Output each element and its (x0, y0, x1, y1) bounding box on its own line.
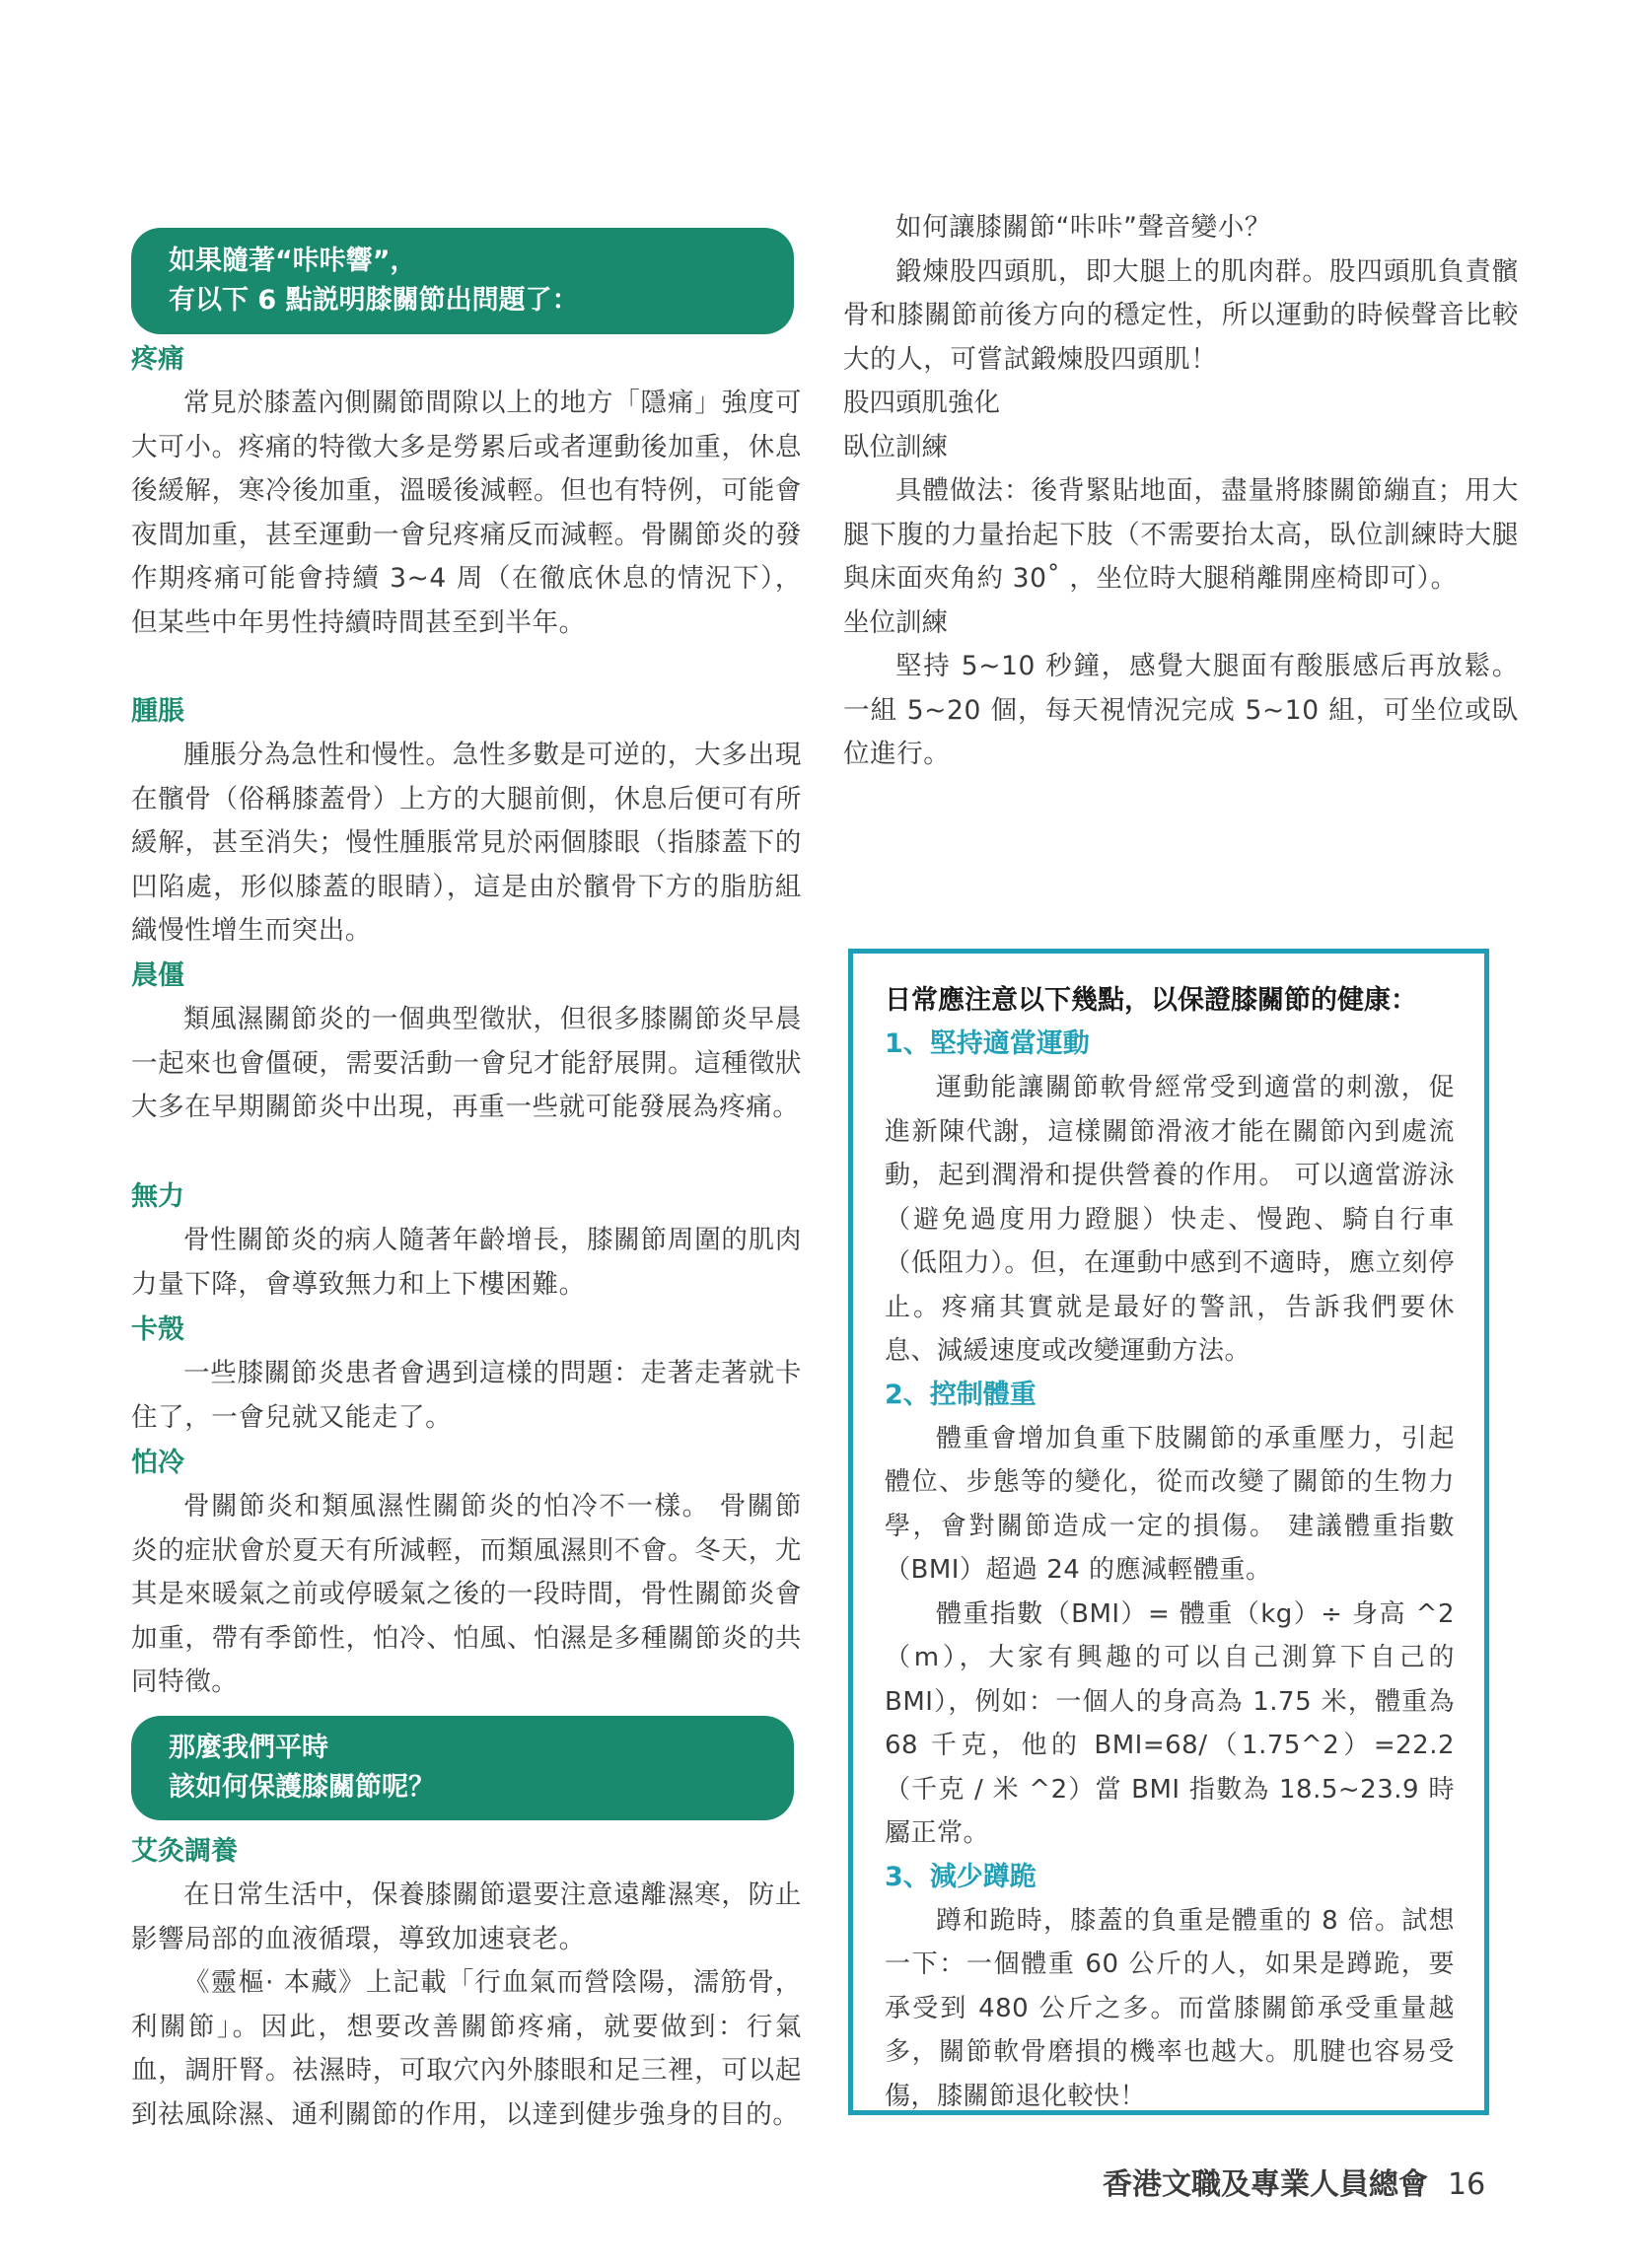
tip-text-exercise: 運動能讓關節軟骨經常受到適當的刺激，促進新陳代謝，這樣關節滑液才能在關節內到處流動，起到潤滑和提供營養的作用。 可以適當游泳（避免過度用力蹬腿）快走、慢跑、騎自行車（低阻力）。但，在運動中感到不適時，應立刻停止。疼痛其實就是最好的警訊，告訴我們要休息、減緩速度或改變運動方法。 (885, 1073, 1455, 1366)
subheading-lying: 臥位訓練 (843, 431, 948, 462)
health-tips-box (848, 949, 1489, 2115)
tip-heading-kneeling: 3、減少蹲跪 (885, 1861, 1037, 1892)
heading-swelling: 腫脹 (131, 696, 184, 727)
symptom-locking (131, 1309, 802, 1440)
section-banner-symptoms (131, 228, 794, 334)
banner2-line-2: 該如何保護膝關節呢？ (169, 1772, 435, 1803)
text-weakness: 骨性關節炎的病人隨著年齡增長，膝關節周圍的肌肉力量下降，會導致無力和上下樓困難。 (131, 1225, 802, 1300)
text-locking: 一些膝關節炎患者會遇到這樣的問題：走著走著就卡住了，一會兒就又能走了。 (131, 1358, 802, 1433)
symptom-cold (131, 1442, 802, 1705)
tip-text-kneeling: 蹲和跪時，膝蓋的負重是體重的 8 倍。試想一下：一個體重 60 公斤的人，如果是蹲跪，要承受到 480 公斤之多。而當膝關節承受重量越多，關節軟骨磨損的機率也越大。肌腱也容易受傷，膝關節退化較快！ (885, 1905, 1455, 2111)
page-footer (1103, 2165, 1485, 2205)
page-number: 16 (1448, 2167, 1486, 2202)
text-lying: 具體做法：後背緊貼地面，盡量將膝關節繃直；用大腿下腹的力量抬起下肢（不需要抬太高，臥位訓練時大腿與床面夾角約 30˚ ，坐位時大腿稍離開座椅即可）。 (843, 475, 1519, 594)
heading-weakness: 無力 (131, 1181, 184, 1212)
symptom-pain (131, 338, 802, 645)
symptom-swelling (131, 690, 802, 954)
symptom-weakness (131, 1175, 802, 1307)
text-swelling: 腫脹分為急性和慢性。急性多數是可逆的，大多出現在髕骨（俗稱膝蓋骨）上方的大腿前側，休息后便可有所緩解，甚至消失；慢性腫脹常見於兩個膝眼（指膝蓋下的凹陷處，形似膝蓋的眼睛），這是由於髕骨下方的脂肪組織慢性增生而突出。 (131, 740, 802, 946)
section-moxibustion (131, 1830, 802, 2137)
subheading-quadriceps: 股四頭肌強化 (843, 388, 1000, 418)
heading-moxibustion: 艾灸調養 (131, 1836, 238, 1867)
footer-organization: 香港文職及專業人員總會 (1103, 2167, 1428, 2202)
heading-stiffness: 晨僵 (131, 960, 184, 991)
symptom-stiffness (131, 955, 802, 1130)
tips-title: 日常應注意以下幾點，以保證膝關節的健康： (885, 985, 1417, 1016)
heading-locking: 卡殼 (131, 1314, 184, 1345)
text-moxibustion-2: 《靈樞· 本藏》上記載「行血氣而營陰陽，濡筋骨，利關節」。因此，想要改善關節疼痛，就要做到：行氣血，調肝腎。祛濕時，可取穴內外膝眼和足三裡，可以起到祛風除濕、通利關節的作用，以達到健步強身的目的。 (131, 1967, 802, 2130)
text-pain: 常見於膝蓋內側關節間隙以上的地方「隱痛」強度可大可小。疼痛的特徵大多是勞累后或者運動後加重，休息後緩解，寒冷後加重，溫暖後減輕。但也有特例，可能會夜間加重，甚至運動一會兒疼痛反而減輕。骨關節炎的發作期疼痛可能會持續 3~4 周（在徹底休息的情況下），但某些中年男性持續時間甚至到半年。 (131, 388, 802, 638)
heading-pain: 疼痛 (131, 344, 184, 375)
text-sitting: 堅持 5~10 秒鐘，感覺大腿面有酸脹感后再放鬆。一組 5~20 個，每天視情況完成 5~10 組，可坐位或臥位進行。 (843, 651, 1519, 769)
heading-cold: 怕冷 (131, 1448, 184, 1478)
intro-text: 鍛煉股四頭肌，即大腿上的肌肉群。股四頭肌負責髕骨和膝關節前後方向的穩定性，所以運動的時候聲音比較大的人，可嘗試鍛煉股四頭肌！ (843, 255, 1519, 375)
tip-text-weight: 體重會增加負重下肢關節的承重壓力，引起體位、步態等的變化，從而改變了關節的生物力學，會對關節造成一定的損傷。 建議體重指數（BMI）超過 24 的應減輕體重。 (885, 1423, 1455, 1585)
subheading-sitting: 坐位訓練 (843, 606, 948, 638)
tip-text-bmi: 體重指數（BMI）= 體重（kg）÷ 身高 ^2（m），大家有興趣的可以自己測算下自己的 BMI），例如：一個人的身高為 1.75 米，體重為 68 千克，他的 BMI=68/（1.75^2）=22.2（千克 / 米 ^2）當 BMI 指數為 18.5~23.9 時屬正常。 (885, 1598, 1455, 1848)
banner-line-2: 有以下 6 點説明膝關節出問題了： (169, 285, 579, 316)
exercise-section (843, 206, 1519, 777)
banner-line-1: 如果隨著“咔咔響”， (169, 246, 417, 276)
text-cold: 骨關節炎和類風濕性關節炎的怕冷不一樣。 骨關節炎的症狀會於夏天有所減輕，而類風濕則不會。冬天，尤其是來暖氣之前或停暖氣之後的一段時間，骨性關節炎會加重，帶有季節性，怕冷、怕風、怕濕是多種關節炎的共同特徵。 (131, 1491, 802, 1697)
tip-heading-exercise: 1、堅持適當運動 (885, 1028, 1090, 1059)
section-banner-protection (131, 1716, 794, 1820)
banner2-line-1: 那麼我們平時 (169, 1733, 328, 1763)
question-line: 如何讓膝關節“咔咔”聲音變小？ (895, 212, 1271, 243)
tip-heading-weight: 2、控制體重 (885, 1379, 1037, 1410)
text-moxibustion-1: 在日常生活中，保養膝關節還要注意遠離濕寒，防止影響局部的血液循環，導致加速衰老。 (131, 1879, 802, 1954)
text-stiffness: 類風濕關節炎的一個典型徵狀，但很多膝關節炎早晨一起來也會僵硬，需要活動一會兒才能舒展開。這種徵狀大多在早期關節炎中出現，再重一些就可能發展為疼痛。 (131, 1004, 802, 1122)
